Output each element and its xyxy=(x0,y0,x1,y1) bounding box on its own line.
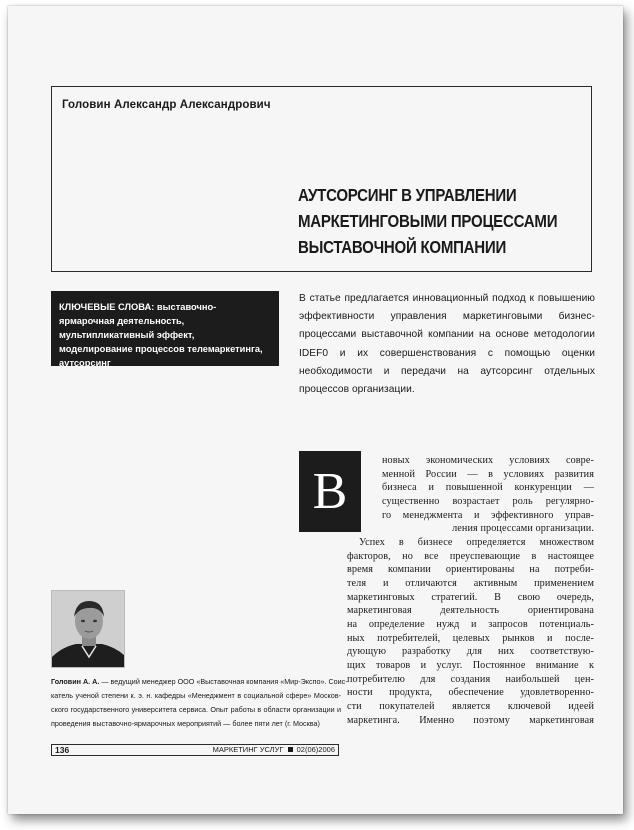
keywords-box xyxy=(51,291,279,366)
drop-cap: В xyxy=(299,451,361,532)
body-line: факторов, но все преуспевающие в настоящее xyxy=(347,550,594,562)
keywords-label: КЛЮЧЕВЫЕ СЛОВА: xyxy=(59,302,155,312)
body-line: ления процессами организации. xyxy=(452,523,594,535)
journal-issue: 02(06)2006 xyxy=(296,745,335,754)
author-bio xyxy=(51,675,348,731)
body-wrap-text xyxy=(382,454,594,536)
body-line: щих товаров и услуг. Постоянное внимание к xyxy=(347,659,594,671)
bio-line: ского государственного университета сервиса. Опыт работы в области организации и xyxy=(51,704,341,714)
body-line: теля и отличаются активным применением xyxy=(347,577,594,589)
author-name: Головин Александр Александрович xyxy=(62,99,271,111)
body-line: дующую разработку для них соответствую- xyxy=(347,646,594,658)
article-title xyxy=(298,182,558,260)
body-line: ности продукта, обеспечение удовлетворенно- xyxy=(347,687,594,699)
body-line: маркетинговых стратегий. В свою очередь, xyxy=(347,591,594,603)
bio-line: катель ученой степени к. э. н. кафедры «Менеджмент в социальной сфере» Москов- xyxy=(51,690,341,700)
body-line: потребителю для создания наибольшей цен- xyxy=(347,673,594,685)
page xyxy=(8,6,623,814)
bio-line: проведения выставочно-ярмарочных мероприятий — более пяти лет (г. Москва) xyxy=(51,718,320,728)
body-line: сти покупателей является ключевой идеей xyxy=(347,700,594,712)
header-frame xyxy=(51,86,592,272)
body-line: Успех в бизнесе определяется множеством xyxy=(359,537,594,548)
abstract: В статье предлагается инновационный подход к повышению эффективности управления маркетинговыми бизнес-процессами выставочной компании на основе методологии IDEF0 и их совершенствования с помощью оценки необходимости и передачи на аутсорсинг отдельных процессов организации. xyxy=(299,293,595,396)
body-line: существенно возрастает роль регулярно- xyxy=(382,495,594,507)
body-line: бизнеса и повышенной конкуренции — xyxy=(382,482,594,494)
body-line: го менеджмента и эффективного управ- xyxy=(382,509,594,521)
title-line-1: АУТСОРСИНГ В УПРАВЛЕНИИ xyxy=(298,185,517,205)
author-photo xyxy=(51,590,125,668)
bio-name: Головин А. А. xyxy=(51,677,100,686)
body-line: маркетинга. Именно поэтому маркетинговая xyxy=(347,714,594,726)
bio-line: — ведущий менеджер ООО «Выставочная компания «Мир-Экспо». Соис- xyxy=(99,677,348,686)
title-line-3: ВЫСТАВОЧНОЙ КОМПАНИИ xyxy=(298,237,507,257)
title-line-2: МАРКЕТИНГОВЫМИ ПРОЦЕССАМИ xyxy=(298,211,558,231)
body-line: маркетинговая деятельность ориентирована xyxy=(347,605,594,617)
author-portrait-icon xyxy=(52,591,125,668)
body-text xyxy=(347,536,594,727)
journal-name: МАРКЕТИНГ УСЛУГ xyxy=(212,745,284,754)
body-line: ных потребителей, целевых рынков и после- xyxy=(347,632,594,644)
keywords-text: выставочно-ярмарочная деятельность, мультипликативный эффект, моделирование процессов телемаркетинга, аутсорсинг xyxy=(59,302,263,368)
body-line: время компании ориентированы на потреби- xyxy=(347,564,594,576)
body-line: менной России — в условиях развития xyxy=(382,468,594,480)
page-footer xyxy=(51,744,339,756)
journal-info xyxy=(213,744,335,756)
square-bullet-icon xyxy=(288,747,293,752)
body-line: на определение нужд и запросов потенциаль- xyxy=(347,618,594,630)
body-line: новых экономических условиях совре- xyxy=(382,455,594,466)
page-number: 136 xyxy=(55,745,70,755)
